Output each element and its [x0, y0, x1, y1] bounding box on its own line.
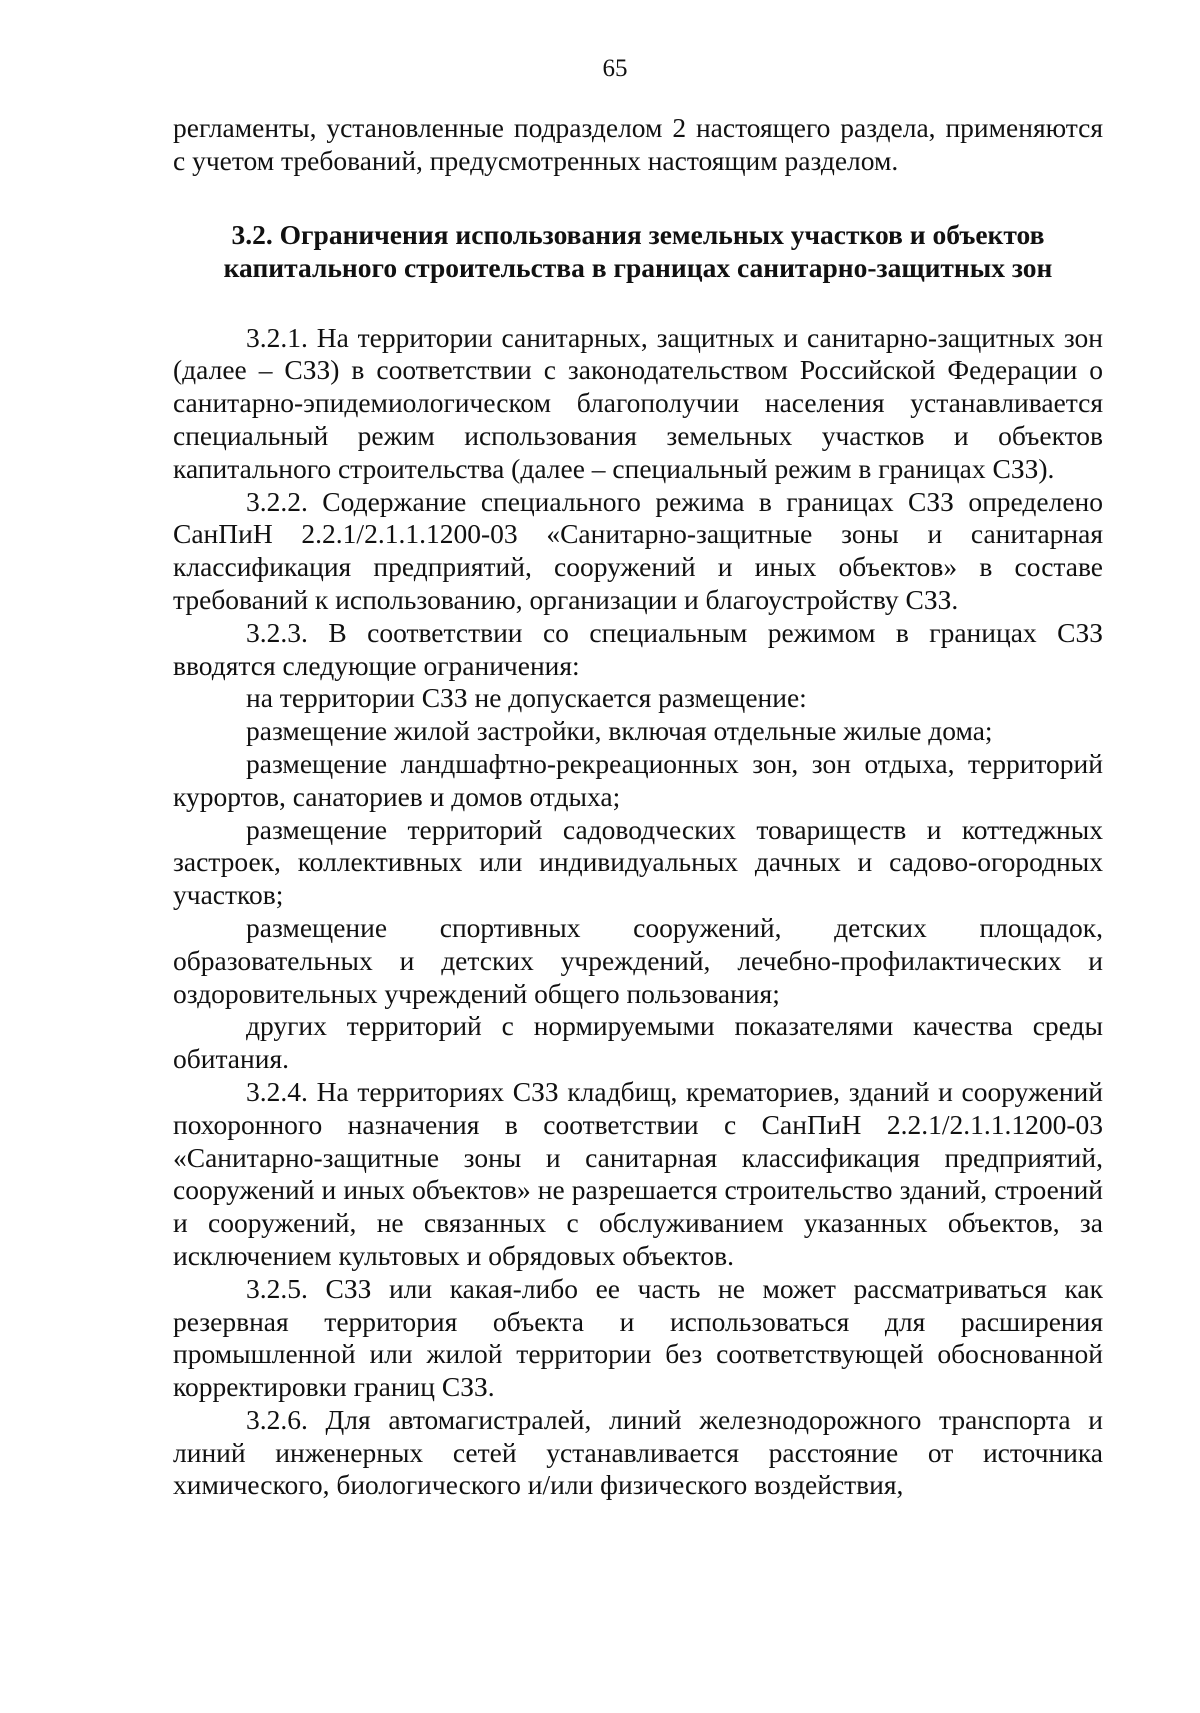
paragraph-3-2-6: 3.2.6. Для автомагистралей, линий железнодорожного транспорта и линий инженерных сетей устанавливается расстояние от источника химического, биологического и/или физического воздействия,: [173, 1403, 1103, 1501]
restriction-item: размещение жилой застройки, включая отдельные жилые дома;: [246, 715, 993, 747]
paragraph-3-2-1: 3.2.1. На территории санитарных, защитных и санитарно-защитных зон (далее – СЗЗ) в соответствии с законодательством Российской Федерации о санитарно-эпидемиологическом благополучии населения устанавливается специальный режим использования земельных участков и объектов капитального строительства (далее – специальный режим в границах СЗЗ).: [173, 321, 1103, 484]
paragraph-3-2-5: 3.2.5. СЗЗ или какая-либо ее часть не может рассматриваться как резервная территория объекта и использоваться для расширения промышленной или жилой территории без соответствующей обоснованной корректировки границ СЗЗ.: [173, 1272, 1103, 1403]
restriction-item: размещение ландшафтно-рекреационных зон, зон отдыха, территорий курортов, санаториев и домов отдыха;: [173, 747, 1103, 812]
restriction-item: размещение территорий садоводческих товариществ и коттеджных застроек, коллективных или индивидуальных дачных и садово-огородных участков;: [173, 813, 1103, 911]
paragraph-3-2-4: 3.2.4. На территориях СЗЗ кладбищ, крематориев, зданий и сооружений похоронного назначения в соответствии с СанПиН 2.2.1/2.1.1.1200-03 «Санитарно-защитные зоны и санитарная классификация предприятий, сооружений и иных объектов» не разрешается строительство зданий, строений и сооружений, не связанных с обслуживанием указанных объектов, за исключением культовых и обрядовых объектов.: [173, 1075, 1103, 1271]
section-heading-line-2: капитального строительства в границах санитарно-защитных зон: [223, 251, 1053, 283]
intro-paragraph: регламенты, установленные подразделом 2 настоящего раздела, применяются с учетом требований, предусмотренных настоящим разделом.: [173, 112, 1103, 176]
document-body: [173, 112, 1103, 1502]
restriction-intro: на территории СЗЗ не допускается размещение:: [246, 682, 807, 714]
restriction-item: размещение спортивных сооружений, детских площадок, образовательных и детских учреждений, лечебно-профилактических и оздоровительных учреждений общего пользования;: [173, 911, 1103, 1009]
paragraph-3-2-2: 3.2.2. Содержание специального режима в границах СЗЗ определено СанПиН 2.2.1/2.1.1.1200-03 «Санитарно-защитные зоны и санитарная классификация предприятий, сооружений и иных объектов» в составе требований к использованию, организации и благоустройству СЗЗ.: [173, 485, 1103, 615]
section-heading-line-1: 3.2. Ограничения использования земельных участков и объектов: [231, 218, 1045, 250]
page-number: 65: [602, 55, 628, 82]
restriction-item: других территорий с нормируемыми показателями качества среды обитания.: [173, 1010, 1103, 1075]
paragraph-3-2-3: 3.2.3. В соответствии со специальным режимом в границах СЗЗ вводятся следующие ограничения:: [173, 616, 1103, 681]
section-heading: [173, 218, 1103, 284]
